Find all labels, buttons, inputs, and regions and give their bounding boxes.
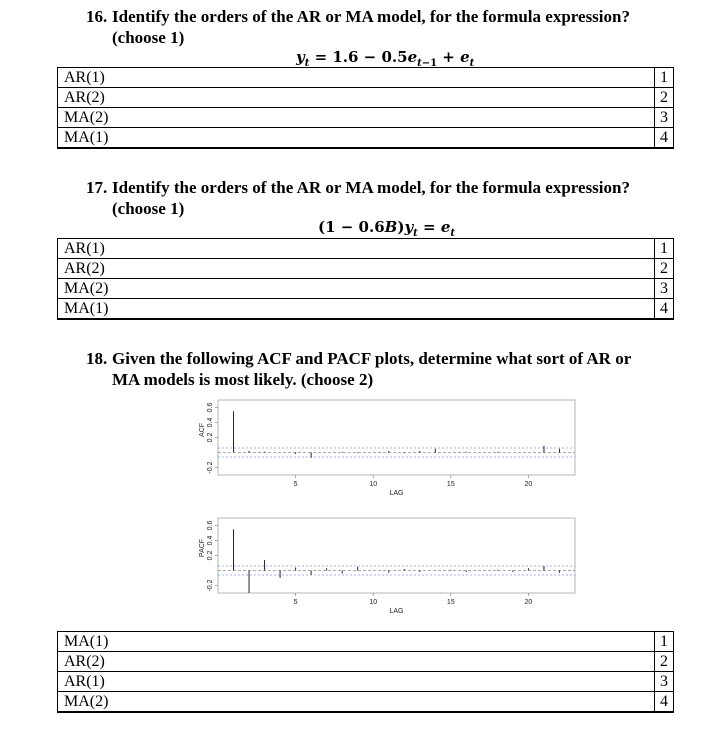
option-label: MA(2) <box>58 279 655 299</box>
acf-chart-svg <box>190 392 590 504</box>
option-number: 4 <box>655 692 674 713</box>
option-number: 1 <box>655 68 674 88</box>
x-tick-label: 15 <box>446 599 455 606</box>
option-row[interactable] <box>58 259 674 279</box>
y-axis-label: ACF <box>199 423 206 437</box>
option-label: MA(2) <box>58 692 655 713</box>
option-number: 2 <box>655 88 674 108</box>
option-number: 2 <box>655 259 674 279</box>
question-text: Given the following ACF and PACF plots, determine what sort of AR or <box>112 349 632 368</box>
x-tick-label: 20 <box>524 481 533 488</box>
option-number: 4 <box>655 128 674 149</box>
question-choose-note: (choose 1) <box>112 28 185 47</box>
y-tick-label: 0.6 <box>207 520 214 531</box>
question-18-options <box>57 631 674 713</box>
option-label: MA(1) <box>58 632 655 652</box>
option-label: AR(2) <box>58 259 655 279</box>
y-tick-label: -0.2 <box>207 461 214 474</box>
x-tick-label: 5 <box>293 599 298 606</box>
question-16-formula: $y_t = 1.6 - 0.5e_{t-1} + e_t$ <box>296 48 475 69</box>
option-number: 2 <box>655 652 674 672</box>
question-number: 16. <box>86 7 108 26</box>
option-row[interactable] <box>58 652 674 672</box>
option-number: 1 <box>655 239 674 259</box>
option-row[interactable] <box>58 128 674 149</box>
x-axis-label: LAG <box>389 490 404 497</box>
question-choose-note: (choose 1) <box>112 199 185 218</box>
x-tick-label: 20 <box>524 599 533 606</box>
option-label: MA(1) <box>58 299 655 320</box>
option-row[interactable] <box>58 692 674 713</box>
question-text: Identify the orders of the AR or MA model, for the formula expression? <box>112 7 630 26</box>
pacf-chart-svg <box>190 510 590 624</box>
option-label: AR(2) <box>58 88 655 108</box>
option-row[interactable] <box>58 299 674 320</box>
question-choose-note: MA models is most likely. (choose 2) <box>112 370 374 389</box>
x-tick-label: 5 <box>293 481 298 488</box>
plot-frame <box>218 400 575 475</box>
question-16-options <box>57 67 674 149</box>
y-tick-label: 0.2 <box>207 550 214 561</box>
question-number: 17. <box>86 178 108 197</box>
question-text: Identify the orders of the AR or MA model, for the formula expression? <box>112 178 630 197</box>
option-number: 3 <box>655 108 674 128</box>
option-row[interactable] <box>58 632 674 652</box>
option-number: 4 <box>655 299 674 320</box>
y-tick-label: 0.6 <box>207 402 214 413</box>
question-16-title <box>86 6 630 48</box>
plot-frame <box>218 518 575 593</box>
option-label: MA(2) <box>58 108 655 128</box>
question-17-formula: $(1 - 0.6B)y_t = e_t$ <box>318 218 455 239</box>
option-label: AR(1) <box>58 672 655 692</box>
y-tick-label: 0.2 <box>207 432 214 443</box>
pacf-plot <box>190 510 590 624</box>
option-label: AR(1) <box>58 68 655 88</box>
y-tick-label: -0.2 <box>207 579 214 592</box>
option-row[interactable] <box>58 68 674 88</box>
y-tick-label: 0.4 <box>207 535 214 546</box>
option-row[interactable] <box>58 108 674 128</box>
option-number: 1 <box>655 632 674 652</box>
question-17-title <box>86 177 630 219</box>
acf-plot <box>190 392 590 504</box>
option-number: 3 <box>655 279 674 299</box>
x-axis-label: LAG <box>389 608 404 615</box>
y-axis-label: PACF <box>199 538 206 558</box>
option-label: AR(1) <box>58 239 655 259</box>
x-tick-label: 15 <box>446 481 455 488</box>
option-row[interactable] <box>58 239 674 259</box>
option-row[interactable] <box>58 672 674 692</box>
option-row[interactable] <box>58 279 674 299</box>
question-number: 18. <box>86 349 108 368</box>
question-17-options <box>57 238 674 320</box>
x-tick-label: 10 <box>369 481 378 488</box>
x-tick-label: 10 <box>369 599 378 606</box>
y-tick-label: 0.4 <box>207 417 214 428</box>
option-number: 3 <box>655 672 674 692</box>
option-row[interactable] <box>58 88 674 108</box>
question-18-title <box>86 348 631 390</box>
option-label: AR(2) <box>58 652 655 672</box>
option-label: MA(1) <box>58 128 655 149</box>
